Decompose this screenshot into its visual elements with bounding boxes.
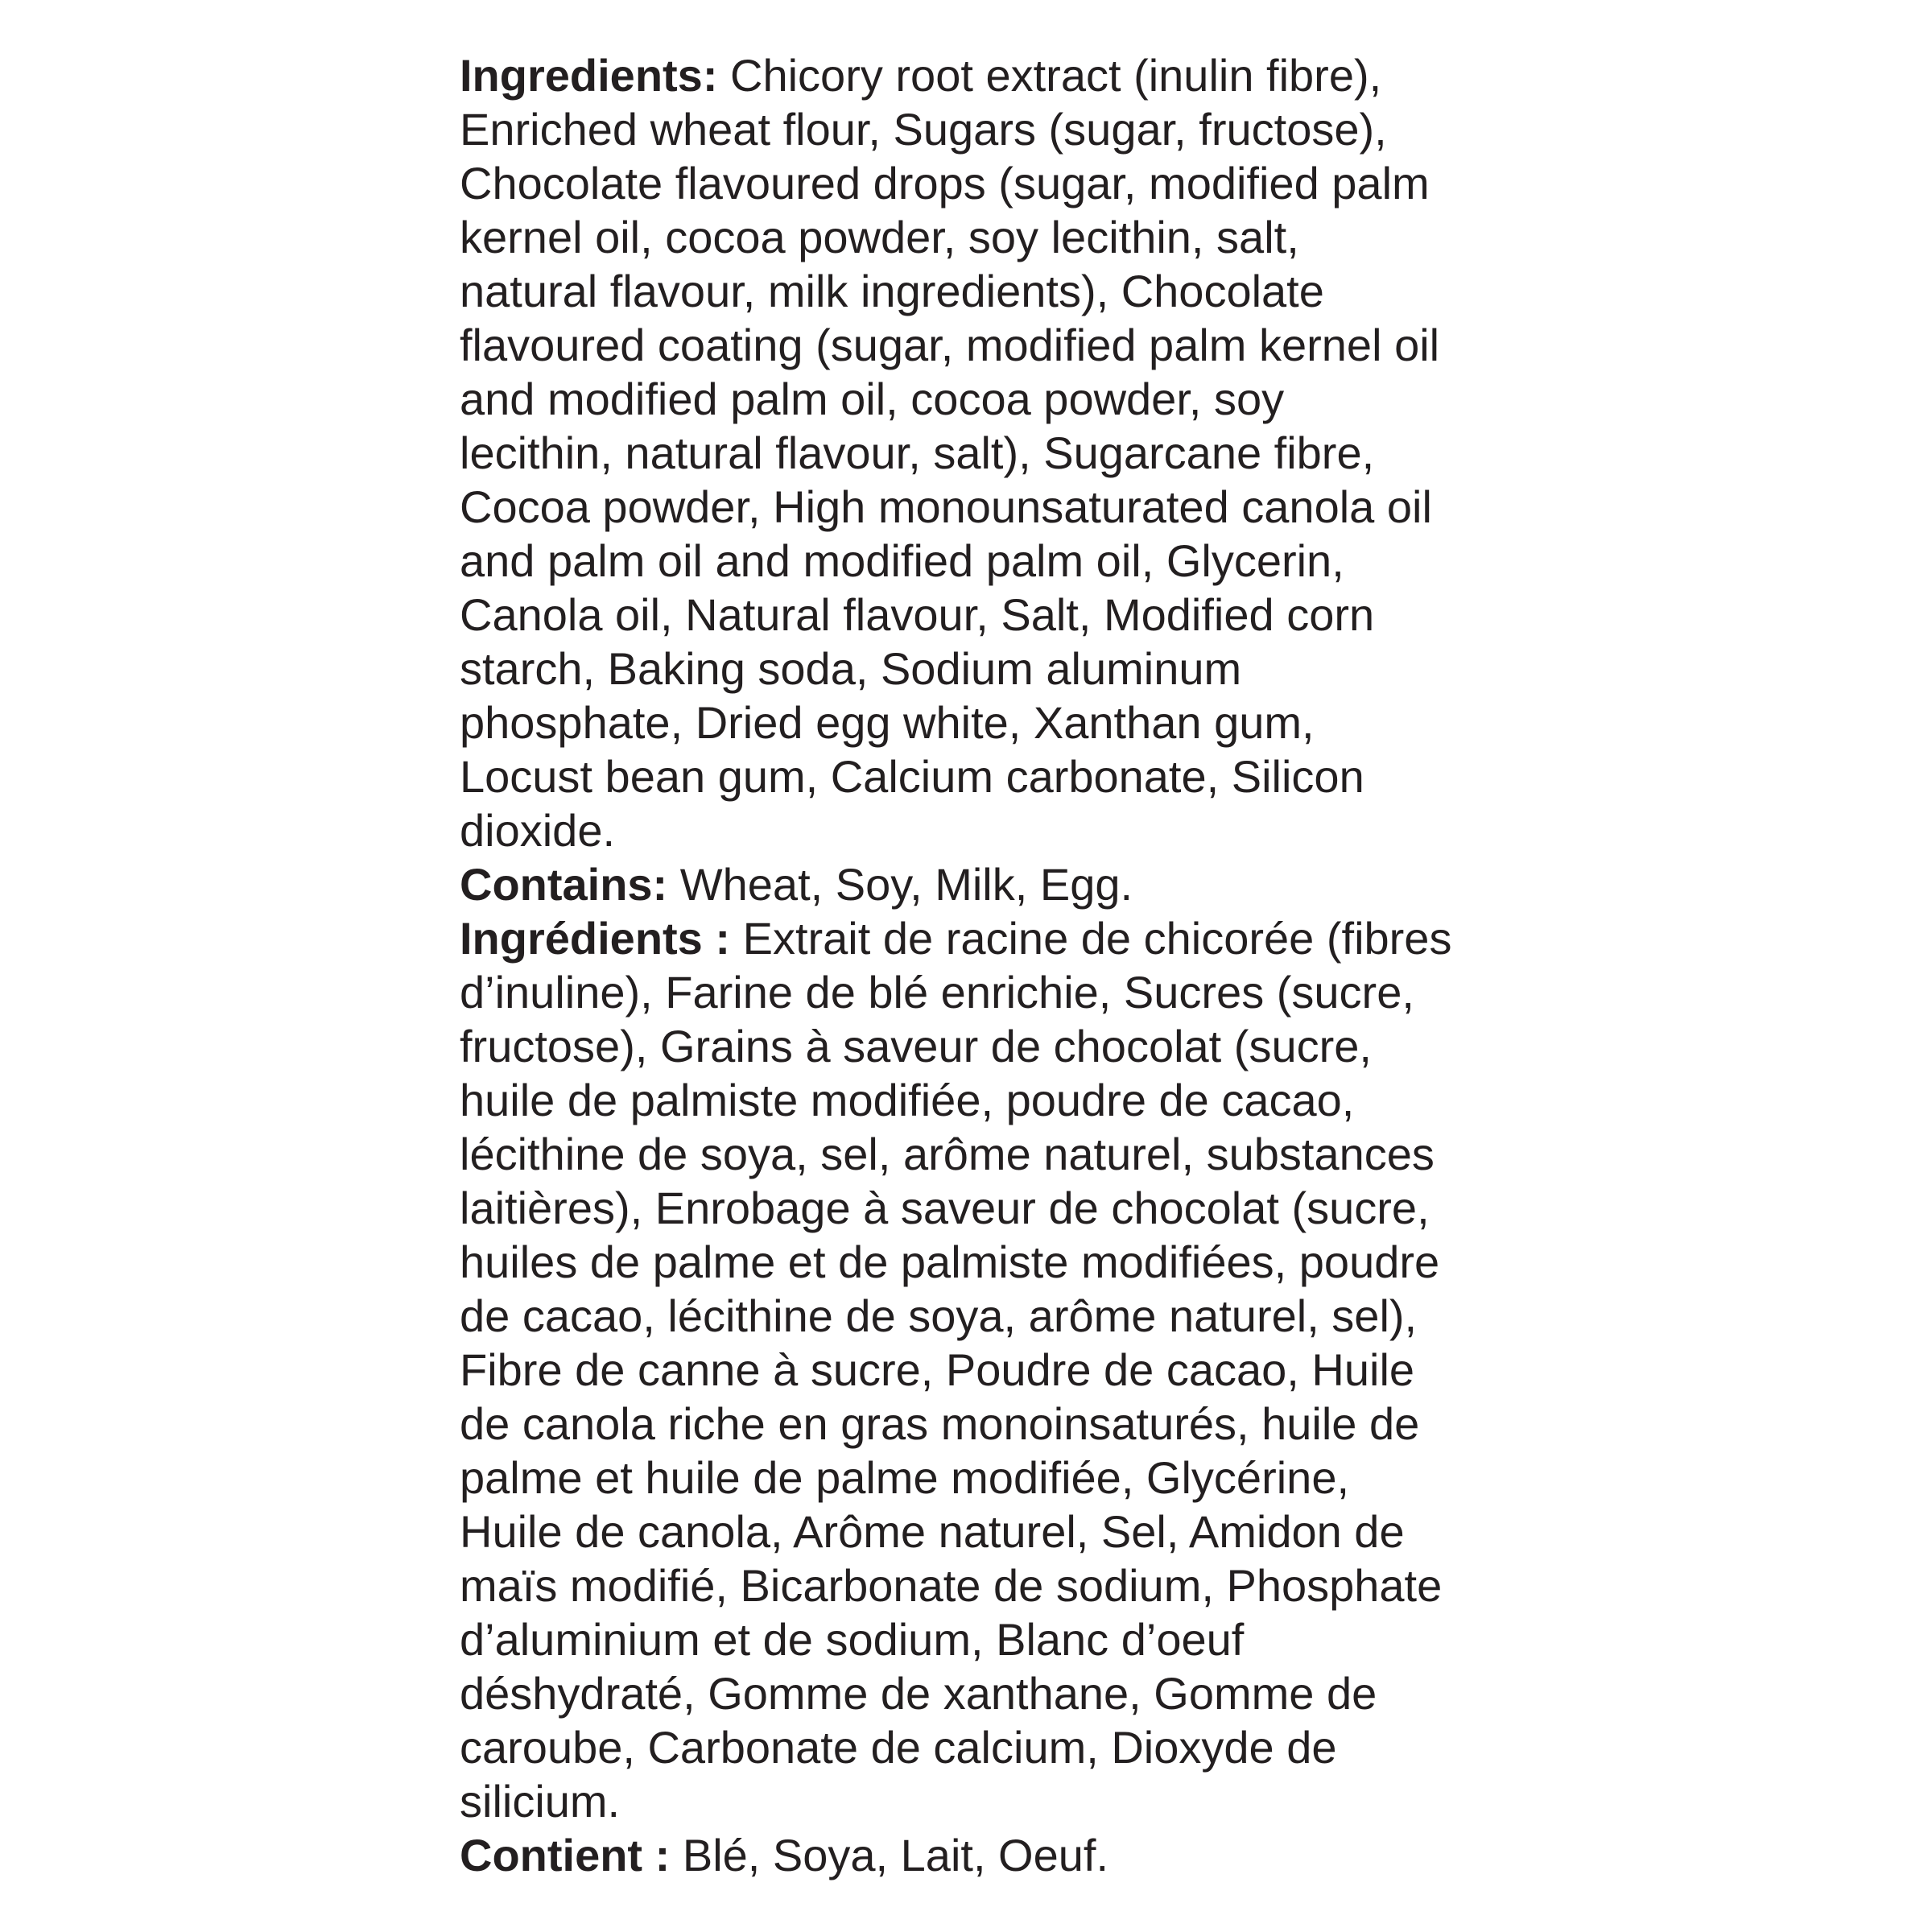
english-allergen-text: Wheat, Soy, Milk, Egg.	[667, 859, 1133, 910]
french-ingredients-block	[460, 911, 1498, 1828]
french-ingredients-line: laitières), Enrobage à saveur de chocolat (sucre,	[460, 1183, 1430, 1233]
french-ingredients-line: lécithine de soya, sel, arôme naturel, substances	[460, 1129, 1435, 1179]
french-ingredients-line: de cacao, lécithine de soya, arôme naturel, sel),	[460, 1290, 1418, 1341]
english-ingredients-line: Chocolate flavoured drops (sugar, modified palm	[460, 158, 1430, 208]
french-ingredients-line	[460, 911, 1498, 965]
english-ingredients-line: Canola oil, Natural flavour, Salt, Modified corn	[460, 589, 1375, 640]
english-ingredients-line: kernel oil, cocoa powder, soy lecithin, salt,	[460, 212, 1299, 262]
french-ingredients-line: d’inuline), Farine de blé enrichie, Sucres (sucre,	[460, 967, 1414, 1018]
english-ingredients-line	[460, 48, 1498, 102]
english-ingredients-line: natural flavour, milk ingredients), Chocolate	[460, 266, 1324, 316]
french-ingredients-heading: Ingrédients :	[460, 913, 731, 964]
english-ingredients-line: lecithin, natural flavour, salt), Sugarcane fibre,	[460, 427, 1375, 478]
french-ingredients-line: d’aluminium et de sodium, Blanc d’oeuf	[460, 1614, 1245, 1665]
french-allergen-line	[460, 1828, 1498, 1882]
french-allergen-heading: Contient :	[460, 1830, 671, 1880]
english-ingredients-block	[460, 48, 1498, 857]
english-ingredients-text: Chicory root extract (inulin fibre),	[717, 50, 1382, 101]
french-ingredients-line: huiles de palme et de palmiste modifiées, poudre	[460, 1236, 1440, 1287]
french-ingredients-line: caroube, Carbonate de calcium, Dioxyde de	[460, 1722, 1337, 1773]
english-ingredients-line: Cocoa powder, High monounsaturated canola oil	[460, 481, 1432, 532]
english-ingredients-line: starch, Baking soda, Sodium aluminum	[460, 643, 1242, 694]
french-ingredients-line: silicium.	[460, 1776, 621, 1827]
english-allergen-block	[460, 857, 1498, 911]
english-allergen-heading: Contains:	[460, 859, 668, 910]
french-ingredients-text: Extrait de racine de chicorée (fibres	[730, 913, 1452, 964]
english-ingredients-line: phosphate, Dried egg white, Xanthan gum,	[460, 697, 1315, 748]
english-ingredients-heading: Ingredients:	[460, 50, 718, 101]
english-ingredients-line: flavoured coating (sugar, modified palm kernel oil	[460, 320, 1440, 370]
english-ingredients-line: and palm oil and modified palm oil, Glycerin,	[460, 535, 1344, 586]
english-allergen-line	[460, 857, 1498, 911]
english-ingredients-line: Enriched wheat flour, Sugars (sugar, fructose),	[460, 104, 1387, 155]
ingredient-label-panel	[460, 48, 1498, 1882]
english-ingredients-line: and modified palm oil, cocoa powder, soy	[460, 374, 1285, 424]
french-ingredients-line: huile de palmiste modifiée, poudre de cacao,	[460, 1075, 1355, 1125]
french-allergen-block	[460, 1828, 1498, 1882]
french-ingredients-line: Fibre de canne à sucre, Poudre de cacao, Huile	[460, 1344, 1415, 1395]
french-ingredients-line: maïs modifié, Bicarbonate de sodium, Phosphate	[460, 1560, 1443, 1611]
french-ingredients-line: Huile de canola, Arôme naturel, Sel, Amidon de	[460, 1506, 1405, 1557]
french-ingredients-line: palme et huile de palme modifiée, Glycérine,	[460, 1452, 1350, 1503]
french-ingredients-line: de canola riche en gras monoinsaturés, huile de	[460, 1398, 1420, 1449]
english-ingredients-line: Locust bean gum, Calcium carbonate, Silicon	[460, 751, 1364, 802]
french-allergen-text: Blé, Soya, Lait, Oeuf.	[670, 1830, 1109, 1880]
english-ingredients-line: dioxide.	[460, 805, 616, 856]
french-ingredients-line: déshydraté, Gomme de xanthane, Gomme de	[460, 1668, 1377, 1719]
french-ingredients-line: fructose), Grains à saveur de chocolat (sucre,	[460, 1021, 1372, 1071]
